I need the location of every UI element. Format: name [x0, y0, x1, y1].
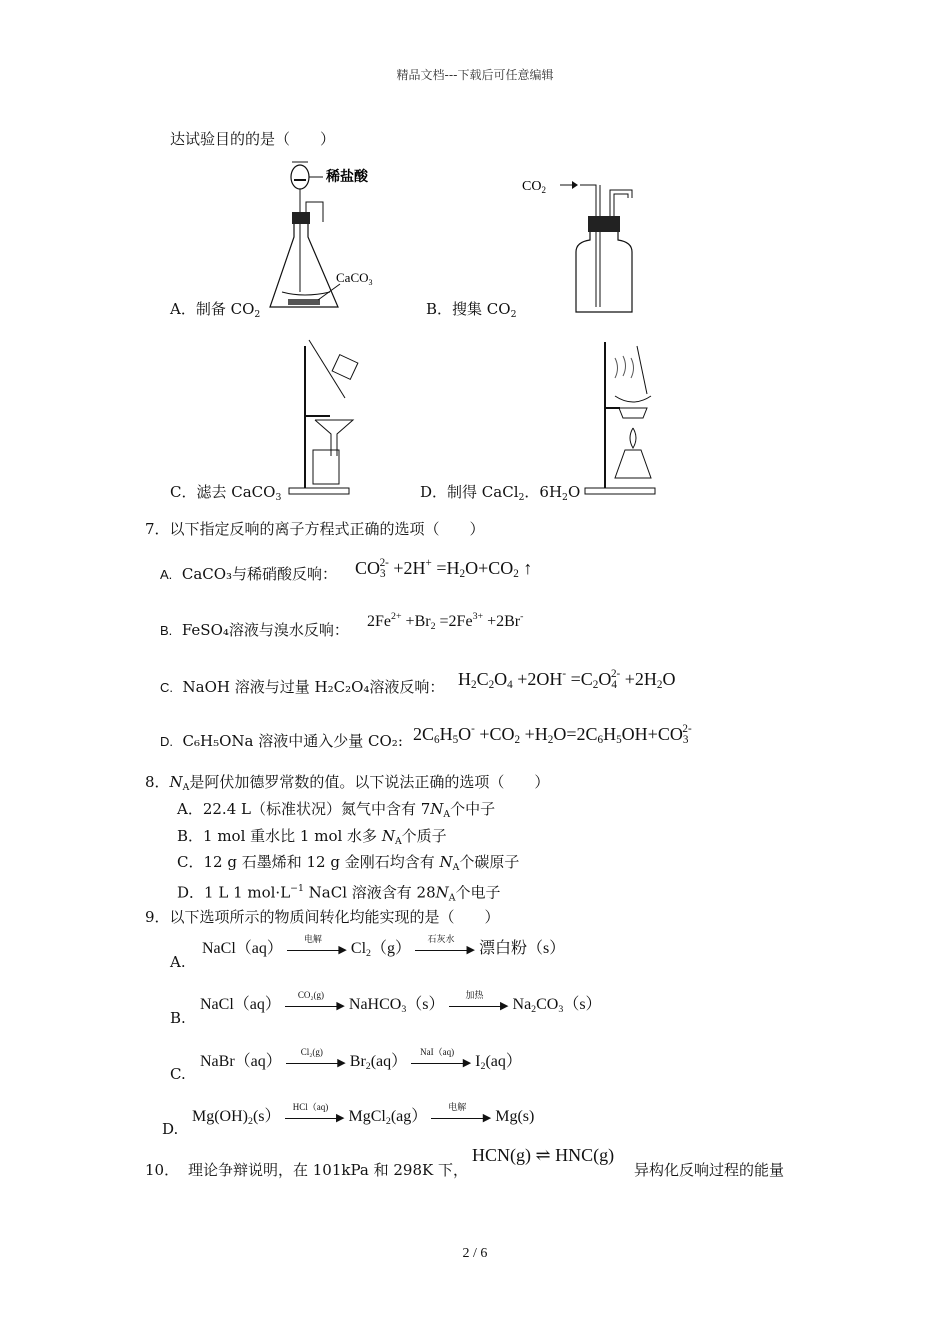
- q9-a-equation: NaCl（aq） 电解 ▶ $Cl_2(g)$ 石灰水 ▶ 漂白粉（s）: [202, 934, 566, 959]
- q8-option-a: A．22.4 L（标准状况）氮气中含有 $7N_A$个中子: [177, 800, 496, 820]
- label-co2-inlet: $CO_2$: [522, 179, 546, 195]
- q6-option-b: B．搜集 $CO_2$: [426, 300, 517, 320]
- q7-b-equation: $2Fe^{2+} +Br_2 =2Fe^{3+} +2Br^-$: [367, 611, 524, 632]
- q8-option-c: C．12 g 石墨烯和 12 g 金刚石均含有 $N_A$个碳原子: [177, 853, 520, 873]
- q8-option-d: D．1 L 1 $mol\cdot L^{-1}$ NaCl 溶液含有 $28N_A$个电子: [177, 883, 501, 904]
- q9-option-b-letter: B.: [170, 1009, 186, 1027]
- q7-d-equation: $2C_6H_5O^- +CO_2 +H_2O=2C_6H_5OH+CO_3^{2-}$: [413, 723, 692, 747]
- q10-text-pre: 理论争辩说明，在 101kPa 和 298K 下，: [188, 1161, 468, 1179]
- q9-stem: 9．以下选项所示的物质间转化均能实现的是（ ）: [145, 908, 500, 926]
- q7-option-b: B. FeSO₄溶液与溴水反响：: [160, 621, 349, 639]
- label-caco3: CaCO$_3$: [336, 270, 373, 287]
- q7-stem: 7．以下指定反响的离子方程式正确的选项（ ）: [145, 520, 485, 538]
- q7-option-c: C. NaOH 溶液与过量 H₂C₂O₄溶液反响：: [160, 678, 445, 696]
- q9-option-d-letter: D.: [162, 1120, 179, 1138]
- q6-option-c: C．滤去 CaCO$_3$: [170, 483, 282, 503]
- q6-option-d: D．制得 CaCl$_2$．$6H_2O$: [420, 483, 581, 503]
- q6-option-a: A．制备 $CO_2$: [170, 300, 261, 320]
- q7-option-d: D. C₆H₅ONa 溶液中通入少量 CO₂:: [160, 732, 403, 750]
- figure-gas-bottle: [520, 172, 640, 317]
- q9-d-equation: $Mg(OH)_2(s)$ HCl（aq) ▶ MgCl$_2$(ag） 电解 ▶ Mg(s): [192, 1102, 535, 1127]
- q7-a-equation: $CO_3^{2-} +2H^+ =H_2O+CO_2$ ↑: [355, 557, 533, 581]
- q9-option-c-letter: C.: [170, 1065, 186, 1083]
- q7-option-a: A. CaCO₃与稀硝酸反响：: [160, 565, 338, 583]
- figure-evaporation: [585, 338, 665, 498]
- page-number: 2 / 6: [462, 1246, 488, 1261]
- q9-c-equation: NaBr（aq） Cl₂(g) ▶ $Br_2(aq)$ NaI（aq) ▶ $I_2(aq)$: [200, 1047, 522, 1072]
- q6-intro: 达试验目的的是（ ）: [170, 130, 336, 148]
- figure-filtration: [285, 338, 365, 498]
- label-dilute-hcl: 稀盐酸: [326, 170, 368, 185]
- q9-option-a-letter: A.: [170, 953, 186, 971]
- q10-text-post: 异构化反响过程的能量: [634, 1161, 785, 1179]
- q8-stem: 8．$N_A$是阿伏加德罗常数的值。以下说法正确的选项（ ）: [145, 773, 550, 793]
- q7-c-equation: $H_2C_2O_4 +2OH^- =C_2O_4^{2-} +2H_2O$: [458, 668, 676, 692]
- q10-equation: HCN(g) ⇌ HNC(g): [472, 1145, 615, 1165]
- figure-flask-caco3: [268, 152, 398, 322]
- q8-option-b: B．1 mol 重水比 1 mol 水多 $N_A$个质子: [177, 827, 447, 847]
- q10-number: 10．: [145, 1161, 180, 1179]
- q9-b-equation: NaCl（aq） CO₂(g) ▶ NaHCO$_3$（s） 加热 ▶ $Na_2CO_3(s)$: [200, 990, 602, 1015]
- page-header: 精品文档---下载后可任意编辑: [396, 68, 554, 82]
